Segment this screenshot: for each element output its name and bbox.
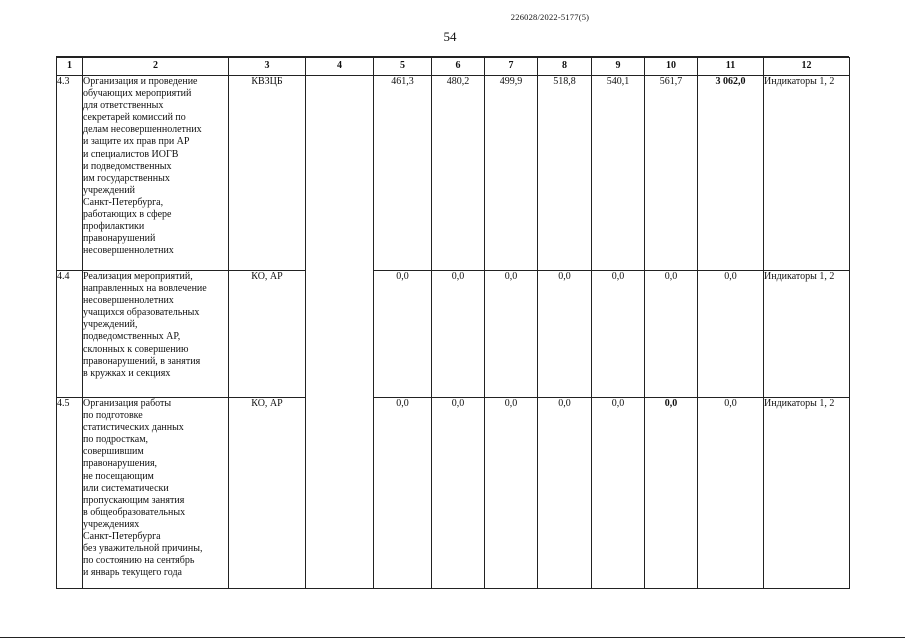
column-number-row [57, 58, 850, 76]
column-header-2: 2 [83, 58, 229, 76]
indicators-cell: Индикаторы 1, 2 [764, 271, 850, 398]
value-cell: 0,0 [485, 271, 538, 398]
activity-description: Реализация мероприятий, направленных на вовлечение несовершеннолетних учащихся образовательных учреждений, подведомственных АР, склонных к совершению правонарушений, в занятия в кружках и секциях [83, 271, 229, 398]
executor: КО, АР [229, 398, 306, 589]
value-cell: 0,0 [538, 271, 592, 398]
activity-description: Организация работы по подготовке статистических данных по подросткам, совершившим правонарушения, не посещающим или систематически пропускающим занятия в общеобразовательных учреждениях Санкт-Петербурга без уважительной причины, по состоянию на сентябрь и январь текущего года [83, 398, 229, 589]
column-header-11: 11 [698, 58, 764, 76]
row-number: 4.3 [57, 76, 83, 271]
total-cell: 3 062,0 [698, 76, 764, 271]
value-cell: 0,0 [592, 271, 645, 398]
document-registration-number: 226028/2022-5177(5) [510, 12, 590, 22]
indicators-cell: Индикаторы 1, 2 [764, 398, 850, 589]
value-cell: 499,9 [485, 76, 538, 271]
executor: КО, АР [229, 271, 306, 398]
table-row [57, 76, 850, 271]
column-header-5: 5 [374, 58, 432, 76]
activity-description: Организация и проведение обучающих мероприятий для ответственных секретарей комиссий по делам несовершеннолетних и защите их прав при АР и специалистов ИОГВ и подведомственных им государственных учреждений Санкт-Петербурга, работающих в сфере профилактики правонарушений несовершеннолетних [83, 76, 229, 271]
row-number: 4.5 [57, 398, 83, 589]
value-cell: 0,0 [538, 398, 592, 589]
value-cell: 0,0 [432, 271, 485, 398]
page-number: 54 [443, 29, 457, 44]
column-header-10: 10 [645, 58, 698, 76]
executor: КВЗЦБ [229, 76, 306, 271]
column-header-7: 7 [485, 58, 538, 76]
program-activities-table [56, 57, 850, 589]
value-cell: 0,0 [645, 271, 698, 398]
value-cell: 0,0 [374, 271, 432, 398]
program-table-frame [56, 56, 849, 587]
table-row [57, 271, 850, 398]
indicators-cell: Индикаторы 1, 2 [764, 76, 850, 271]
column-header-4: 4 [306, 58, 374, 76]
total-cell: 0,0 [698, 271, 764, 398]
value-cell: 480,2 [432, 76, 485, 271]
value-cell: 0,0 [645, 398, 698, 589]
column-header-1: 1 [57, 58, 83, 76]
total-cell: 0,0 [698, 398, 764, 589]
value-cell: 0,0 [592, 398, 645, 589]
table-row [57, 398, 850, 589]
column-header-12: 12 [764, 58, 850, 76]
column-header-6: 6 [432, 58, 485, 76]
value-cell: 461,3 [374, 76, 432, 271]
value-cell: 0,0 [485, 398, 538, 589]
value-cell: 518,8 [538, 76, 592, 271]
value-cell: 540,1 [592, 76, 645, 271]
value-cell: 0,0 [374, 398, 432, 589]
column-header-9: 9 [592, 58, 645, 76]
value-cell: 0,0 [432, 398, 485, 589]
column-header-3: 3 [229, 58, 306, 76]
row-number: 4.4 [57, 271, 83, 398]
value-cell: 561,7 [645, 76, 698, 271]
page-bottom-rule [0, 637, 905, 638]
column-header-8: 8 [538, 58, 592, 76]
column-4-cell [306, 76, 374, 589]
